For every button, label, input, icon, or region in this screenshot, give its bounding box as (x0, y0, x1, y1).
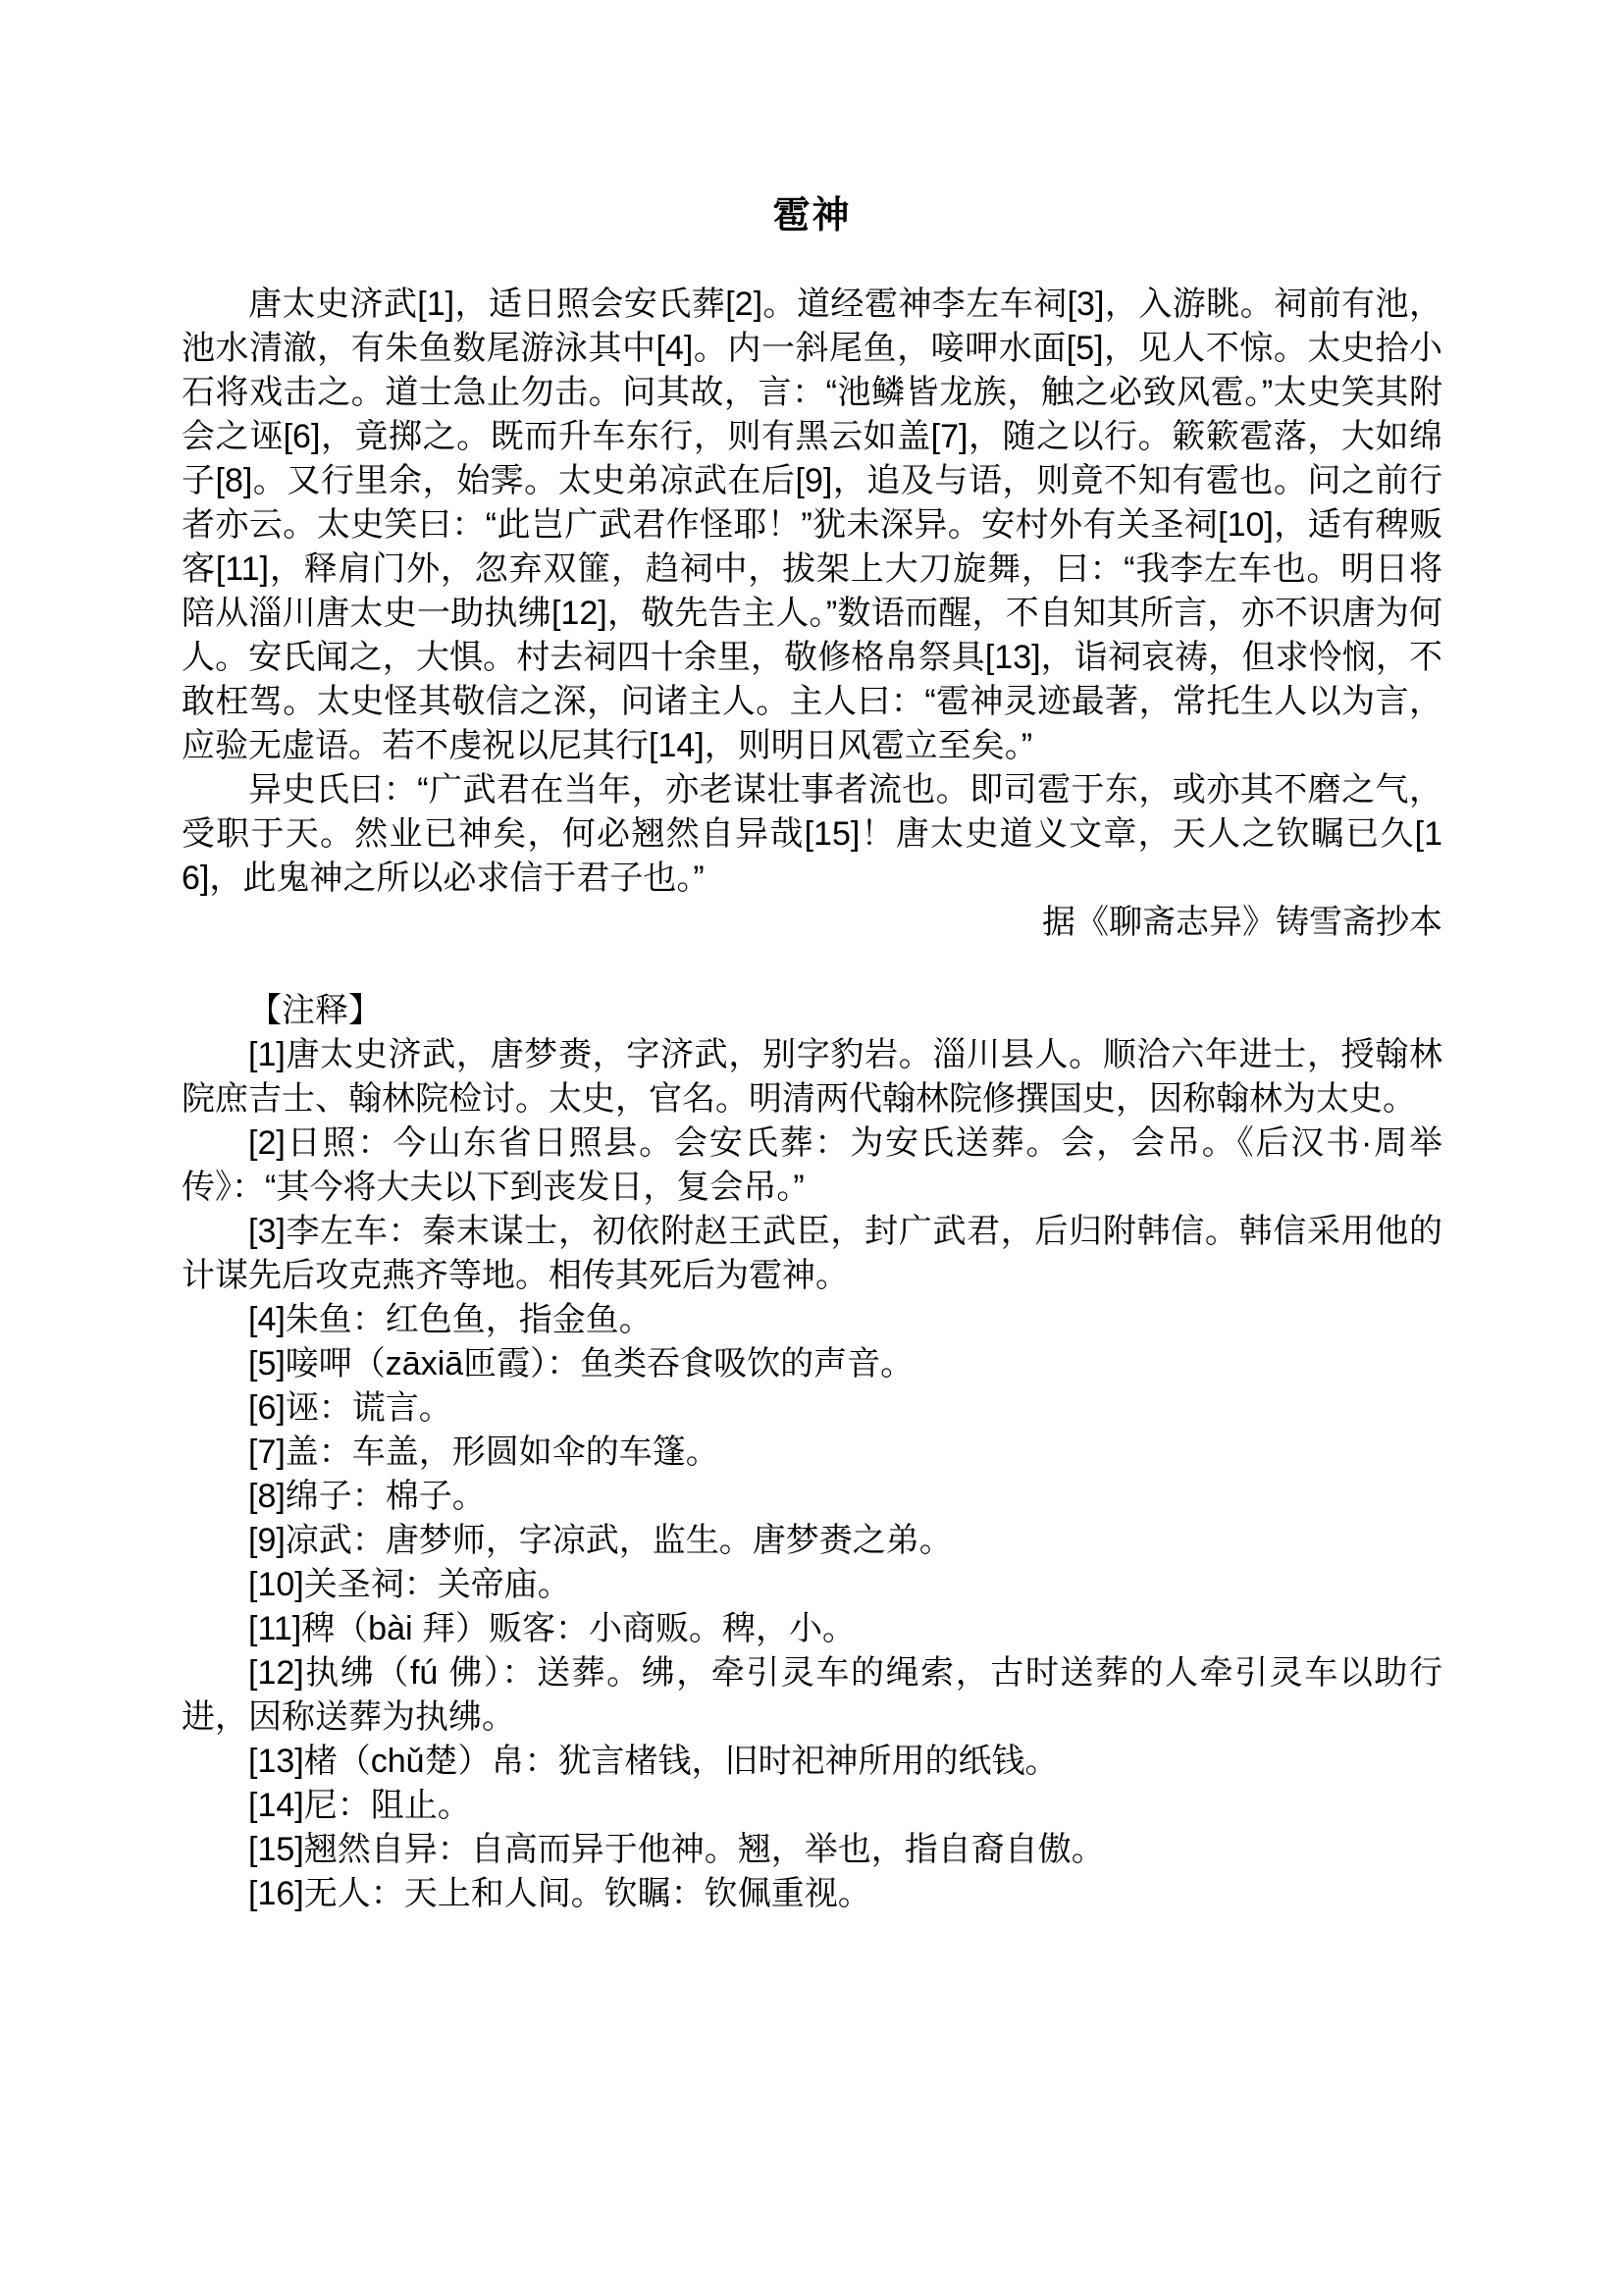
note-item: [2]日照：今山东省日照县。会安氏葬：为安氏送葬。会，会吊。《后汉书·周举传》：“其今将大夫以下到丧发日，复会吊。” (182, 1124, 1442, 1206)
note-item: [9]凉武：唐梦师，字凉武，监生。唐梦赉之弟。 (248, 1522, 953, 1559)
attribution-line: 据《聊斋志异》铸雪斋抄本 (1042, 904, 1442, 941)
note-item: [14]尼：阻止。 (248, 1787, 471, 1824)
note-item: [12]执绋（fú 佛）：送葬。绋，牵引灵车的绳索，古时送葬的人牵引灵车以助行进，因称送葬为执绋。 (182, 1654, 1442, 1736)
note-item: [3]李左车：秦末谋士，初依附赵王武臣，封广武君，后归附韩信。韩信采用他的计谋先后攻克燕齐等地。相传其死后为雹神。 (182, 1213, 1442, 1294)
note-item: [10]关圣祠：关帝庙。 (248, 1566, 571, 1603)
note-item: [1]唐太史济武，唐梦赉，字济武，别字豹岩。淄川县人。顺洽六年进士，授翰林院庶吉士、翰林院检讨。太史，官名。明清两代翰林院修撰国史，因称翰林为太史。 (182, 1036, 1442, 1118)
story-paragraph: 异史氏曰：“广武君在当年，亦老谋壮事者流也。即司雹于东，或亦其不磨之气，受职于天。然业已神矣，何必翘然自异哉[15]！唐太史道义文章，天人之钦瞩已久[16]，此鬼神之所以必求信于君子也。” (182, 771, 1442, 897)
note-item: [5]唼呷（zāxiā匝霞）：鱼类吞食吸饮的声音。 (248, 1345, 915, 1382)
note-item: [11]稗（bài 拜）贩客：小商贩。稗，小。 (248, 1610, 857, 1647)
story-paragraph: 唐太史济武[1]，适日照会安氏葬[2]。道经雹神李左车祠[3]，入游眺。祠前有池，池水清澈，有朱鱼数尾游泳其中[4]。内一斜尾鱼，唼呷水面[5]，见人不惊。太史拾小石将戏击之。道士急止勿击。问其故，言：“池鳞皆龙族，触之必致风雹。”太史笑其附会之诬[6]，竟掷之。既而升车东行，则有黑云如盖[7]，随之以行。簌簌雹落，大如绵子[8]。又行里余，始霁。太史弟凉武在后[9]，追及与语，则竟不知有雹也。问之前行者亦云。太史笑曰：“此岂广武君作怪耶！”犹未深异。安村外有关圣祠[10]，适有稗贩客[11]，释肩门外，忽弃双篚，趋祠中，拔架上大刀旋舞，曰：“我李左车也。明日将陪从淄川唐太史一助执绋[12]，敬先告主人。”数语而醒，不自知其所言，亦不识唐为何人。安氏闻之，大惧。村去祠四十余里，敬修格帛祭具[13]，诣祠哀祷，但求怜悯，不敢枉驾。太史怪其敬信之深，问诸主人。主人曰：“雹神灵迹最著，常托生人以为言，应验无虚语。若不虔祝以尼其行[14]，则明日风雹立至矣。” (182, 286, 1442, 764)
note-item: [6]诬：谎言。 (248, 1389, 452, 1427)
note-item: [13]楮（chǔ楚）帛：犹言楮钱，旧时祀神所用的纸钱。 (248, 1743, 1059, 1780)
note-item: [15]翘然自异：自高而异于他神。翘，举也，指自裔自傲。 (248, 1831, 1105, 1868)
note-item: [16]无人：天上和人间。钦瞩：钦佩重视。 (248, 1875, 871, 1912)
story-text (182, 283, 1442, 901)
page-title: 雹神 (772, 195, 852, 236)
notes-list (182, 1033, 1442, 1916)
note-item: [4]朱鱼：红色鱼，指金鱼。 (248, 1301, 653, 1338)
notes-header: 【注释】 (248, 992, 382, 1029)
note-item: [8]绵子：棉子。 (248, 1478, 486, 1515)
page-content (182, 194, 1442, 1916)
note-item: [7]盖：车盖，形圆如伞的车篷。 (248, 1434, 719, 1471)
